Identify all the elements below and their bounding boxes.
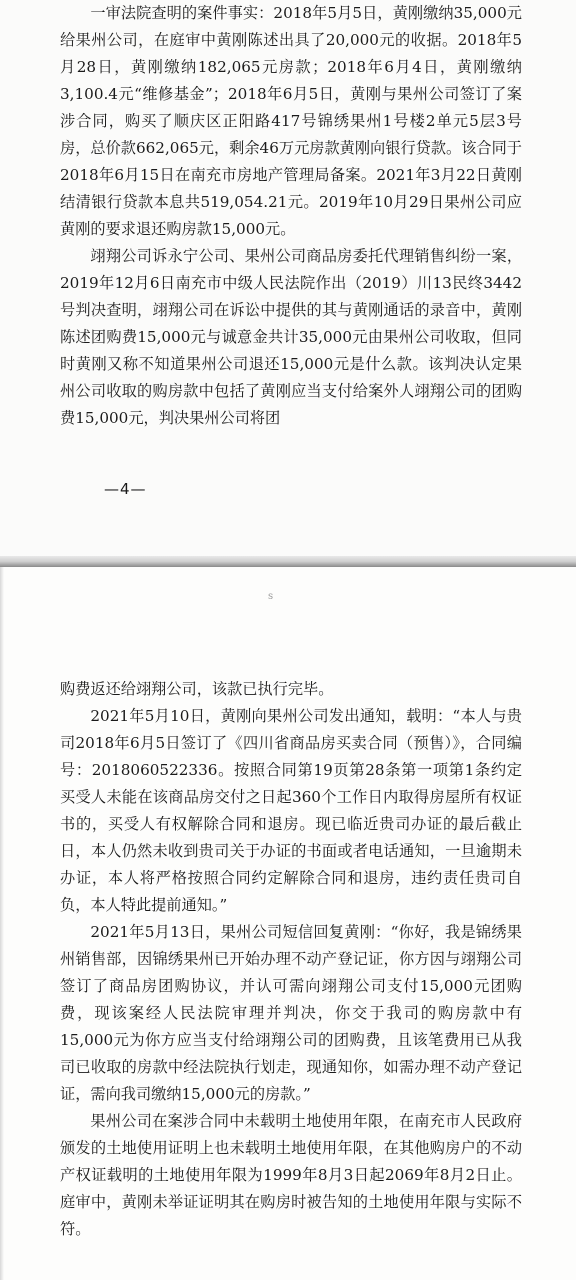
paragraph-land-use-term: 果州公司在案涉合同中未载明土地使用年限，在南充市人民政府颁发的土地使用证明上也未载明土地使用年限，在其他购房户的不动产权证载明的土地使用年限为1999年8月3日起2069年8月2日止。庭审中，黄刚未举证证明其在购房时被告知的土地使用年限与实际不符。 (60, 1112, 522, 1238)
paragraph-yixiang-case: 翊翔公司诉永宁公司、果州公司商品房委托代理销售纠纷一案，2019年12月6日南充市中级人民法院作出（2019）川13民终3442号判决查明，翊翔公司在诉讼中提供的其与黄刚通话的录音中，黄刚陈述团购费15,000元与诚意金共计35,000元由果州公司收取，但同时黄刚又称不知道果州公司退还15,000元是什么款。该判决认定果州公司收取的购房款中包括了黄刚应当支付给案外人翊翔公司的团购费15,000元，判决果州公司将团 (60, 247, 522, 427)
paragraph-first-instance-facts: 一审法院查明的案件事实：2018年5月5日，黄刚缴纳35,000元给果州公司，在庭审中黄刚陈述出具了20,000元的收据。2018年5月28日，黄刚缴纳182,065元房款；2018年6月4日，黄刚缴纳3,100.4元“维修基金”；2018年6月5日，黄刚与果州公司签订了案涉合同，购买了顺庆区正阳路417号锦绣果州1号楼2单元5层3号房，总价款662,065元，剩余46万元房款黄刚向银行贷款。该合同于2018年6月15日在南充市房地产管理局备案。2021年3月22日黄刚结清银行贷款本息共519,054.21元。2019年10月29日果州公司应黄刚的要求退还购房款15,000元。 (60, 4, 522, 238)
paragraph-notice-may-10: 2021年5月10日，黄刚向果州公司发出通知，载明：“本人与贵司2018年6月5日签订了《四川省商品房买卖合同（预售）》，合同编号：2018060522336。按照合同第19页第28条第一项第1条约定买受人未能在该商品房交付之日起360个工作日内取得房屋所有权证书的，买受人有权解除合同和退房。现已临近贵司办证的最后截止日，本人仍然未收到贵司关于办证的书面或者电话通知，一旦逾期未办证，本人将严格按照合同约定解除合同和退房，违约责任贵司自负，本人特此提前通知。” (60, 707, 522, 914)
paragraph-sms-reply-may-13: 2021年5月13日，果州公司短信回复黄刚：“你好，我是锦绣果州销售部，因锦绣果州已开始办理不动产登记证，你方因与翊翔公司签订了商品房团购协议，并认可需向翊翔公司支付15,000元团购费，现该案经人民法院审理并判决，你交于我司的购房款中有15,000元为你方应当支付给翊翔公司的团购费，且该笔费用已从我司已收取的房款中经法院执行划走，现通知你，如需办理不动产登记证，需向我司缴纳15,000元的房款。” (60, 923, 522, 1103)
page-number: —4— (104, 480, 147, 498)
scan-edge-shadow (0, 567, 4, 1280)
document-page-5 (0, 567, 576, 1280)
scan-mark: s (268, 591, 274, 602)
page-separator (0, 556, 576, 567)
document-page-4 (0, 0, 576, 556)
paragraph-continuation: 购费返还给翊翔公司，该款已执行完毕。 (60, 680, 334, 698)
page-5-body (60, 676, 522, 1243)
page-4-body (60, 0, 522, 432)
